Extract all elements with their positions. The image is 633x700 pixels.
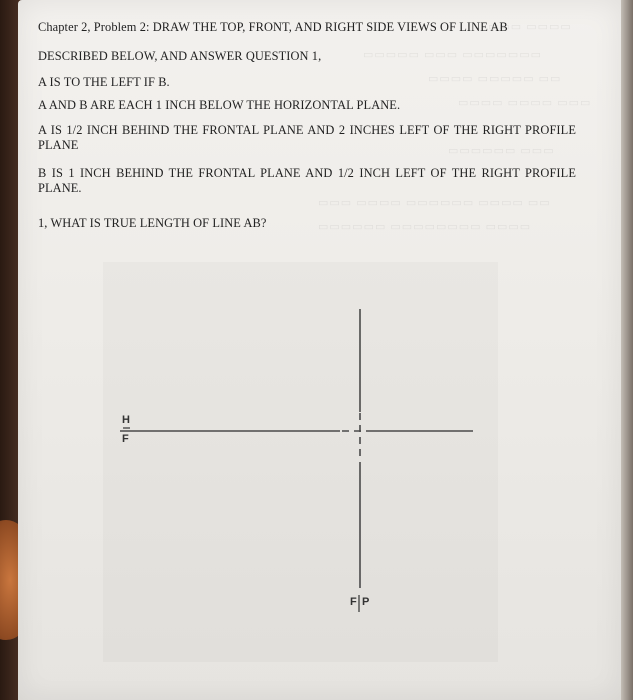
bleed-through-text: ▭▭▭▭▭▭ ▭▭▭▭▭▭▭▭ ▭▭▭▭ xyxy=(318,221,532,233)
bleed-through-text: ▭▭▭▭▭▭ ▭▭▭ xyxy=(448,145,555,157)
problem-statement-3: A IS 1/2 INCH BEHIND THE FRONTAL PLANE AND 2 INCHES LEFT OF THE RIGHT PROFILE PLANE xyxy=(38,123,576,152)
hf-label-h: H xyxy=(122,414,130,426)
problem-statement-2: A AND B ARE EACH 1 INCH BELOW THE HORIZONTAL PLANE. xyxy=(38,98,401,112)
bleed-through-text: ▭▭▭▭ ▭▭▭▭ ▭▭▭ xyxy=(458,97,592,109)
bleed-through-text: ▭▭▭▭ ▭▭▭▭▭ ▭▭ xyxy=(428,73,562,85)
bleed-through-text: ▭▭▭ ▭▭▭▭ ▭▭▭▭▭▭ ▭▭▭▭ ▭▭ xyxy=(318,197,551,209)
problem-statement-1: A IS TO THE LEFT IF B. xyxy=(38,75,170,89)
problem-heading-line-2: DESCRIBED BELOW, AND ANSWER QUESTION 1, xyxy=(38,49,322,63)
bleed-through-text: ▭▭▭▭▭ ▭▭▭ ▭▭▭▭▭▭▭ xyxy=(363,49,543,61)
bleed-through-text: ▭▭▭ ▭▭▭▭ xyxy=(488,21,572,33)
fp-label-p: P xyxy=(362,596,370,608)
fp-label-f: F xyxy=(350,596,357,608)
problem-statement-4: B IS 1 INCH BEHIND THE FRONTAL PLANE AND 1/2 INCH LEFT OF THE RIGHT PROFILE PLANE. xyxy=(38,166,576,195)
background-right xyxy=(619,0,633,700)
projection-drawing xyxy=(18,0,621,700)
paper-sheet xyxy=(18,0,621,700)
problem-heading-line-1: Chapter 2, Problem 2: DRAW THE TOP, FRONT, AND RIGHT SIDE VIEWS OF LINE AB xyxy=(38,20,508,34)
question-1: 1, WHAT IS TRUE LENGTH OF LINE AB? xyxy=(38,216,267,230)
hf-label-f: F xyxy=(122,433,129,445)
